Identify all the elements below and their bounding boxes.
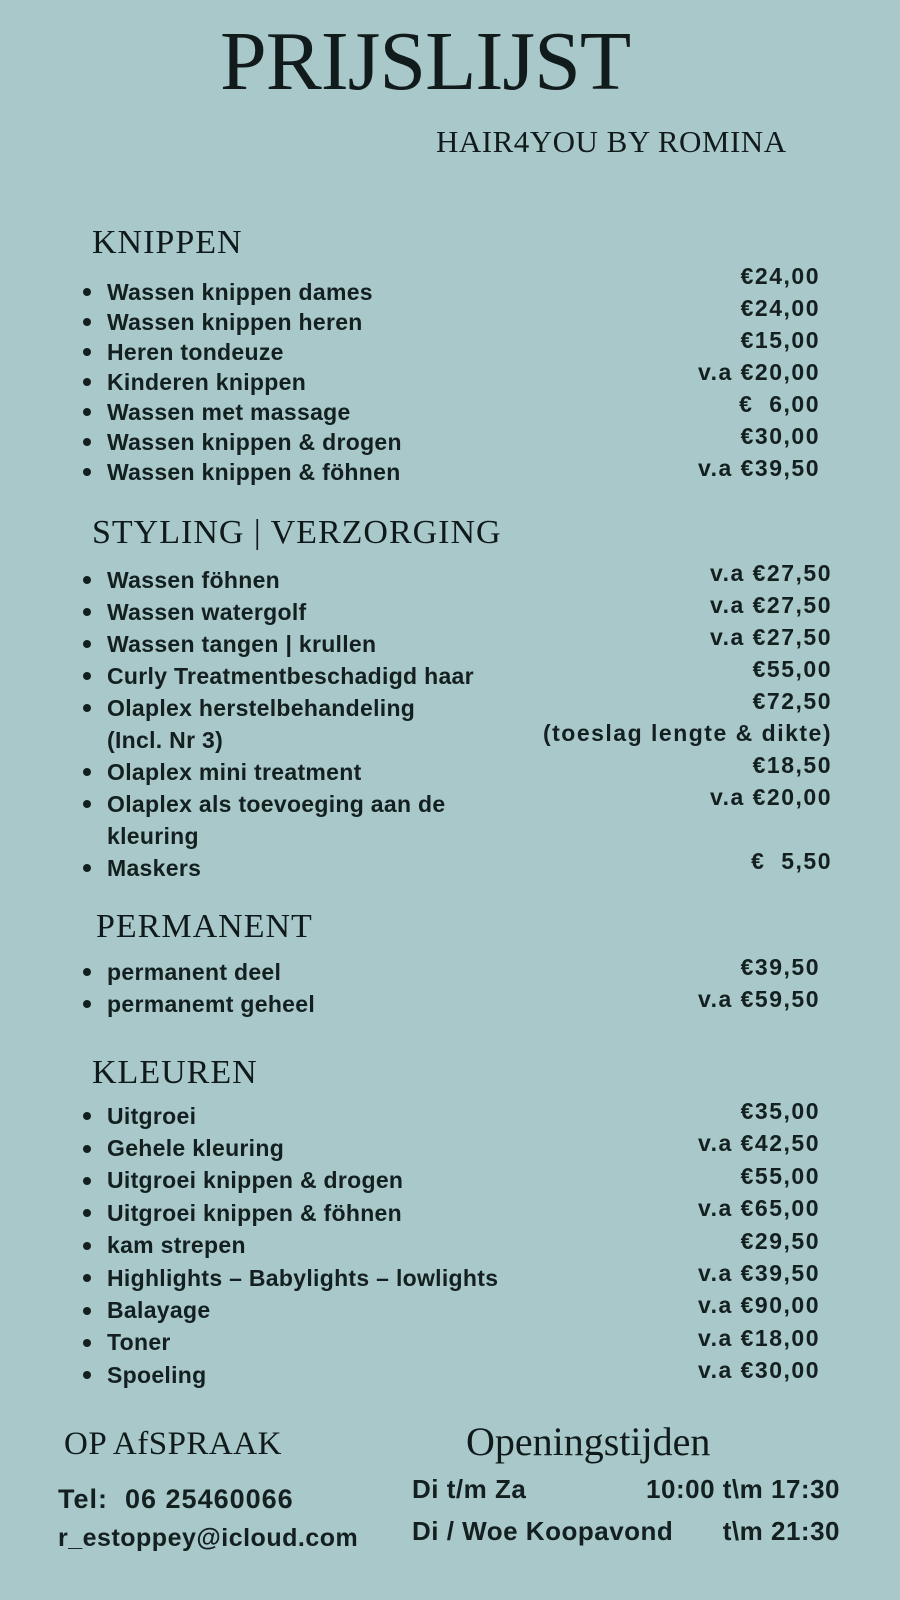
bullet-icon xyxy=(83,640,91,648)
service-item xyxy=(80,564,474,596)
service-item xyxy=(80,596,474,628)
service-label: Maskers xyxy=(107,854,202,881)
price-value xyxy=(543,816,832,848)
service-item xyxy=(80,692,474,724)
bullet-icon xyxy=(83,1177,91,1185)
service-label: Uitgroei knippen & föhnen xyxy=(107,1199,402,1226)
bullet-icon xyxy=(83,704,91,712)
service-label: Uitgroei xyxy=(107,1102,197,1129)
service-label: Kinderen knippen xyxy=(107,368,307,395)
opening-hours-row xyxy=(412,1516,840,1547)
service-item xyxy=(80,367,402,397)
service-label: Olaplex herstelbehandeling xyxy=(107,694,416,721)
price-value: (toeslag lengte & dikte) xyxy=(542,720,832,746)
service-label: Highlights – Babylights – lowlights xyxy=(107,1264,499,1291)
bullet-icon xyxy=(83,1145,91,1153)
service-item xyxy=(80,307,402,337)
price-value: v.a €20,00 xyxy=(709,784,832,810)
page-subtitle: HAIR4YOU BY ROMINA xyxy=(436,124,787,159)
hours-days: Di / Woe Koopavond xyxy=(412,1516,674,1546)
page-title: PRIJSLIJST xyxy=(220,15,631,108)
service-label: Balayage xyxy=(107,1297,211,1324)
service-label: Wassen föhnen xyxy=(107,566,281,593)
service-label: Wassen knippen dames xyxy=(107,278,373,305)
opening-hours-row xyxy=(412,1474,840,1505)
bullet-icon xyxy=(83,438,91,446)
service-item xyxy=(80,277,402,307)
price-value: €15,00 xyxy=(740,327,820,353)
bullet-icon xyxy=(83,468,91,476)
bullet-icon xyxy=(83,1209,91,1217)
service-item xyxy=(80,724,474,756)
price-value: v.a €59,50 xyxy=(697,986,820,1012)
service-item xyxy=(80,1327,498,1359)
price-value: v.a €65,00 xyxy=(697,1195,820,1222)
price-value: v.a €27,50 xyxy=(709,592,832,618)
service-list xyxy=(80,277,402,487)
bullet-icon xyxy=(83,576,91,584)
service-item xyxy=(80,756,474,788)
price-value: €39,50 xyxy=(740,954,820,980)
service-item xyxy=(80,1262,498,1294)
service-label: kam strepen xyxy=(107,1232,246,1259)
hours-days: Di t/m Za xyxy=(412,1474,527,1504)
price-list xyxy=(698,954,820,1018)
bullet-icon xyxy=(83,1371,91,1379)
section-title: STYLING | VERZORGING xyxy=(92,514,502,551)
price-value: v.a €27,50 xyxy=(709,560,832,586)
bullet-icon xyxy=(83,1000,91,1008)
bullet-icon xyxy=(83,768,91,776)
price-value: €29,50 xyxy=(740,1227,820,1254)
bullet-icon xyxy=(83,1307,91,1315)
price-value: €35,00 xyxy=(740,1098,820,1124)
section-title: KNIPPEN xyxy=(92,224,243,261)
section-title: KLEUREN xyxy=(92,1054,258,1091)
price-value: v.a €39,50 xyxy=(697,455,820,481)
service-item xyxy=(80,1165,498,1197)
service-label: permanemt geheel xyxy=(107,990,316,1017)
service-item xyxy=(80,397,402,427)
service-label: Olaplex als toevoeging aan de xyxy=(107,790,446,817)
price-value: v.a €39,50 xyxy=(697,1259,820,1286)
bullet-icon xyxy=(83,800,91,808)
service-label: permanent deel xyxy=(107,958,282,985)
service-label: Wassen met massage xyxy=(107,398,351,425)
service-label: Gehele kleuring xyxy=(107,1135,285,1162)
appointment-title: OP AfSPRAAK xyxy=(64,1426,282,1462)
bullet-icon xyxy=(83,348,91,356)
service-item xyxy=(80,660,474,692)
hours-time: 10:00 t\m 17:30 xyxy=(646,1474,840,1504)
service-item xyxy=(80,1132,498,1164)
price-value: v.a €27,50 xyxy=(709,624,832,650)
service-item xyxy=(80,1359,498,1391)
service-label: Spoeling xyxy=(107,1361,207,1388)
service-label: Wassen knippen & föhnen xyxy=(107,458,401,485)
service-label: Uitgroei knippen & drogen xyxy=(107,1167,404,1194)
service-item xyxy=(80,1197,498,1229)
price-value: €18,50 xyxy=(752,752,832,778)
service-list xyxy=(80,564,474,884)
service-item xyxy=(80,457,402,487)
service-item xyxy=(80,956,315,988)
email-address: r_estoppey@icloud.com xyxy=(58,1524,359,1552)
service-label: Wassen tangen | krullen xyxy=(107,630,377,657)
service-label: Wassen knippen & drogen xyxy=(107,428,402,455)
service-label: (Incl. Nr 3) xyxy=(107,726,224,753)
opening-hours-title: Openingstijden xyxy=(466,1419,711,1464)
bullet-icon xyxy=(83,864,91,872)
price-value: €30,00 xyxy=(740,423,820,449)
service-list xyxy=(80,1100,498,1392)
price-list xyxy=(543,560,832,880)
price-value: €55,00 xyxy=(740,1162,820,1189)
bullet-icon xyxy=(83,1242,91,1250)
price-value: €24,00 xyxy=(740,263,820,289)
price-value: € 6,00 xyxy=(739,391,820,417)
price-value: v.a €30,00 xyxy=(697,1357,820,1384)
phone-number: Tel: 06 25460066 xyxy=(58,1484,294,1514)
bullet-icon xyxy=(83,1274,91,1282)
bullet-icon xyxy=(83,378,91,386)
service-label: Curly Treatmentbeschadigd haar xyxy=(107,662,474,689)
bullet-icon xyxy=(83,608,91,616)
price-value: v.a €90,00 xyxy=(697,1292,820,1319)
bullet-icon xyxy=(83,318,91,326)
bullet-icon xyxy=(83,408,91,416)
service-item xyxy=(80,628,474,660)
bullet-icon xyxy=(83,672,91,680)
price-value: v.a €18,00 xyxy=(697,1324,820,1351)
price-value: €55,00 xyxy=(752,656,832,682)
hours-time: t\m 21:30 xyxy=(722,1516,840,1546)
service-label: Toner xyxy=(107,1329,171,1356)
price-value: v.a €20,00 xyxy=(697,359,820,385)
service-label: kleuring xyxy=(107,822,199,849)
service-item xyxy=(80,1294,498,1326)
service-item xyxy=(80,788,474,820)
service-label: Olaplex mini treatment xyxy=(107,758,362,785)
price-list xyxy=(698,263,820,487)
service-item xyxy=(80,988,315,1020)
bullet-icon xyxy=(83,1112,91,1120)
price-value: € 5,50 xyxy=(751,848,832,874)
service-item xyxy=(80,1230,498,1262)
service-item xyxy=(80,427,402,457)
service-label: Heren tondeuze xyxy=(107,338,284,365)
service-label: Wassen knippen heren xyxy=(107,308,363,335)
bullet-icon xyxy=(83,288,91,296)
bullet-icon xyxy=(83,968,91,976)
price-list xyxy=(698,1098,820,1390)
bullet-icon xyxy=(83,1339,91,1347)
price-value: €72,50 xyxy=(752,688,832,714)
price-value: €24,00 xyxy=(740,295,820,321)
price-value: v.a €42,50 xyxy=(697,1130,820,1157)
service-item xyxy=(80,820,474,852)
service-item xyxy=(80,852,474,884)
service-list xyxy=(80,956,315,1020)
service-item xyxy=(80,1100,498,1132)
service-item xyxy=(80,337,402,367)
service-label: Wassen watergolf xyxy=(107,598,307,625)
section-title: PERMANENT xyxy=(96,908,313,945)
